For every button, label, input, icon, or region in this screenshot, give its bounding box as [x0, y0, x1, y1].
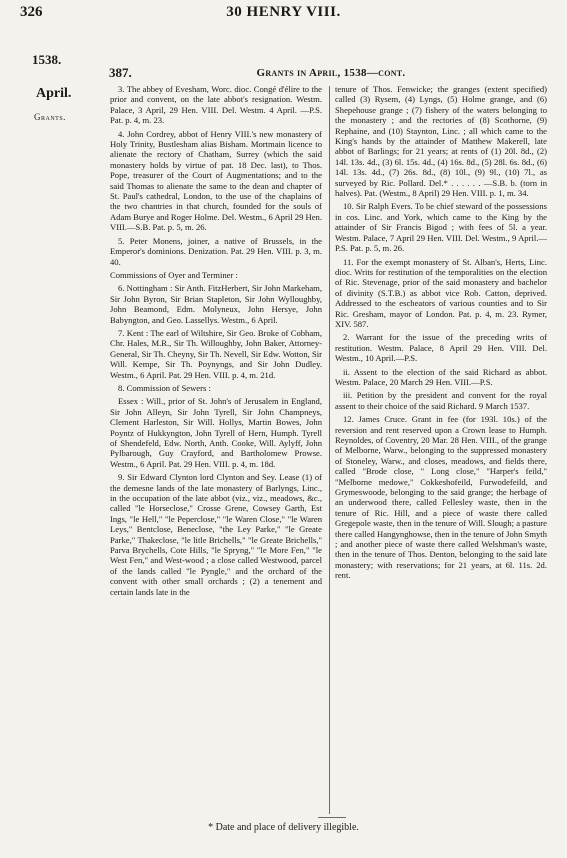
entry-paragraph: tenure of Thos. Fenwicke; the granges (extent specified) called (3) Rysem, (4) Lyngs, (5) Holme grange, and (6) Shepehouse grange ; (7) fishery of the waters belonging to the monastery ; and the rectories of (8) Scothorne, (9) Rephaine, and (10) Staynton, Linc. ; all which came to the King's hands by the attainder of Matthew Makerell, late abbot of Barlings; for 21 years; at rents of (1) 20l. 8d., (2) 14l. 13s. 4d., (3) 6l. 15s. 4d., (4) 16s. 8d., (5) 28l. 6s. 8d., (6) 14l. 13s. 4d., (7) 26s. 8d., (8) 10l., (9) 9l., (10) 7l., as surveyed by Ric. Pollard. Del.* . . . . . . —S.B. b. (torn in halves). Pat. (Westm., 8 April) 29 Hen. VIII. p. 1, m. 34. — [335, 84, 547, 199]
entry-paragraph: 8. Commission of Sewers : — [118, 382, 211, 393]
entry-paragraph: 2. Warrant for the issue of the preceding writs of restitution. Westm. Palace, 8 April 29 Hen. VIII. Del. Westm., 10 April.—P.S. — [335, 332, 547, 364]
margin-section-label: Grants. — [34, 112, 66, 122]
entry-paragraph: 10. Sir Ralph Evers. To be chief steward of the possessions in cos. Linc. and York, which came to the King by the attainder of Sir Francis Bigod ; with fees of 5l. a year. Westm. Palace, 7 April 29 Hen. VIII. Del. Westm., 9 April.—P.S. Pat. p. 5, m. 26. — [335, 201, 547, 254]
right-column — [335, 84, 547, 584]
entry-paragraph: 7. Kent : The earl of Wiltshire, Sir Geo. Broke of Cobham, Chr. Hales, M.R., Sir Th. Willoughby, John Baker, Attorney-General, Sir Th. Cheyny, Sir Th. Nevell, Sir Edw. Wotton, Sir Will. Kempe, Sir Th. Poynyngs, and Sir John Dudley. Westm., 6 April. Pat. 29 Hen. VIII. p. 4, m. 21d. — [110, 327, 322, 380]
entry-paragraph: iii. Petition by the president and convent for the royal assent to their choice of the said Richard. 9 March 1537. — [335, 390, 547, 411]
entry-paragraph: 9. Sir Edward Clynton lord Clynton and Sey. Lease (1) of the demesne lands of the late monastery of Barlyngs, Linc., in the occupation of the late abbot (viz., viz., meadows, &c., called "le Horseclose," Crosse Grene, Cowsey Garth, Est Ings, "le Hell," "le Peperclose," "le Waren Close," "le Waren Leys," Bentclose, Beneclose, "the Ley Parke," "le Greate Parke," Thakeclose, "le litle Brichells," "le Greate Brichells," Parva Brychells, Cote Hills, "le Spryng," "le More Fen," "le West Fen," and West-wood ; a close called Westwood, parcel of the lands called "le Pyngle," and the orchard of the convent with other small orchards ; (2) a tenement and certain lands late in the — [110, 472, 322, 597]
footnote: * Date and place of delivery illegible. — [208, 822, 359, 833]
entry-paragraph: 6. Nottingham : Sir Anth. FitzHerbert, Sir John Markeham, Sir John Byron, Sir Brian Stapleton, Sir John Wylloughby, John Beamond, Edm. Molyneux, John Hersye, John Babyngton, and Geo. Lassellys. Westm., 6 April. — [110, 283, 322, 325]
section-title: Grants in April, 1538—cont. — [256, 67, 406, 79]
entry-paragraph: Essex : Will., prior of St. John's of Jerusalem in England, Sir John Alleyn, Sir John Tyrell, Sir John Champneys, Clement Harleston, Sir Will. Hollys, Martin Bowes, John Poyntz of Hukkyngton, John Tyrell of Hern, Humph. Tyrell of Shendefeld, Edw. North, Anth. Cooke, Will. Aylyff, John Pylbarough, Guy Crayford, and Bartholomew Prowse. Westm., 6 April. Pat. 29 Hen. VIII. p. 4, m. 18d. — [110, 396, 322, 469]
page-number: 326 — [20, 4, 43, 20]
margin-month: April. — [36, 86, 72, 101]
entry-paragraph: 4. John Cordrey, abbot of Henry VIII.'s new monastery of Holy Trinity, Bustlesham alias Bisham. Mortmain licence to alienate the rectory of Chatham, Surrey (which the said monastery holds by virtue of pat. 18 Dec. last), to Thos. Pope, treasurer of the Court of Augmentations; and to the said Thomas to alienate the same to the dean and chapter of St. Paul's cathedral, London, to the use of the chaplains of the two chantries in that church, founded for the souls of Adam Burye and Roger Holme. Del. Westm., 6 April 29 Hen. VIII.—S.B. Pat. p. 5, m. 26. — [110, 128, 322, 233]
left-column — [110, 84, 322, 600]
entry-paragraph: ii. Assent to the election of the said Richard as abbot. Westm. Palace, 20 March 29 Hen. VIII.—P.S. — [335, 366, 547, 387]
entry-paragraph: 3. The abbey of Evesham, Worc. dioc. Congé d'élire to the prior and convent, on the late abbot's resignation. Westm. Palace, 3 April, 29 Hen. VIII. Del. Westm. 4 April. —P.S. Pat. p. 4, m. 23. — [110, 84, 322, 126]
running-head: 30 HENRY VIII. — [226, 4, 341, 20]
item-number: 387. — [109, 65, 132, 80]
entry-paragraph: 5. Peter Monens, joiner, a native of Brussels, in the Emperor's dominions. Denization. Pat. 29 Hen. VIII. p. 3, m. 40. — [110, 235, 322, 267]
entry-paragraph: 12. James Cruce. Grant in fee (for 193l. 10s.) of the reversion and rent reserved upon a Crown lease to Humph. Reynoldes, of Coventry, 20 Mar. 28 Hen. VIII., of the grange of Melborne, Warw., belonging to the suppressed monastery of Stoneley, Warw., and closes, meadows, and fields there, called "Brode close, " Long close," "Harper's feild," "Melborne medowe," Cokkeshofeild, Furwodefeild, and Grymeswoode, belonging to the said grange; the herbage of an underwood there, called Fellesley waste, then in the tenure of Ric. Hill, and a piece of waste there called Gregepole waste, then in the tenure of Will. Slough; a pasture there called Hangynghowse, then in the tenure of John Smyth ; and another piece of waste there called Welshman's waste, then in the tenure of Thos. Denton, belonging to the said late monastery; with reservations; for 21 years, at 6l. 11s. 2d. rent. — [335, 414, 547, 581]
margin-year: 1538. — [32, 52, 62, 67]
entry-subheading: Commissions of Oyer and Terminer : — [110, 269, 238, 280]
column-divider — [329, 86, 330, 814]
footnote-rule — [318, 817, 346, 818]
entry-paragraph: 11. For the exempt monastery of St. Alban's, Herts, Linc. dioc. Writs for restitution of the temporalities on the election of Ric. Stevenage, prior of the said monastery and bachelor of divinity (S.T.B.) as abbot vice Rob. Catton, deprived. Addressed to the escheators of various counties and to Sir Ric. Gresham, mayor of London. Pat. p. 4, m. 23. Rymer, XIV. 587. — [335, 256, 547, 329]
